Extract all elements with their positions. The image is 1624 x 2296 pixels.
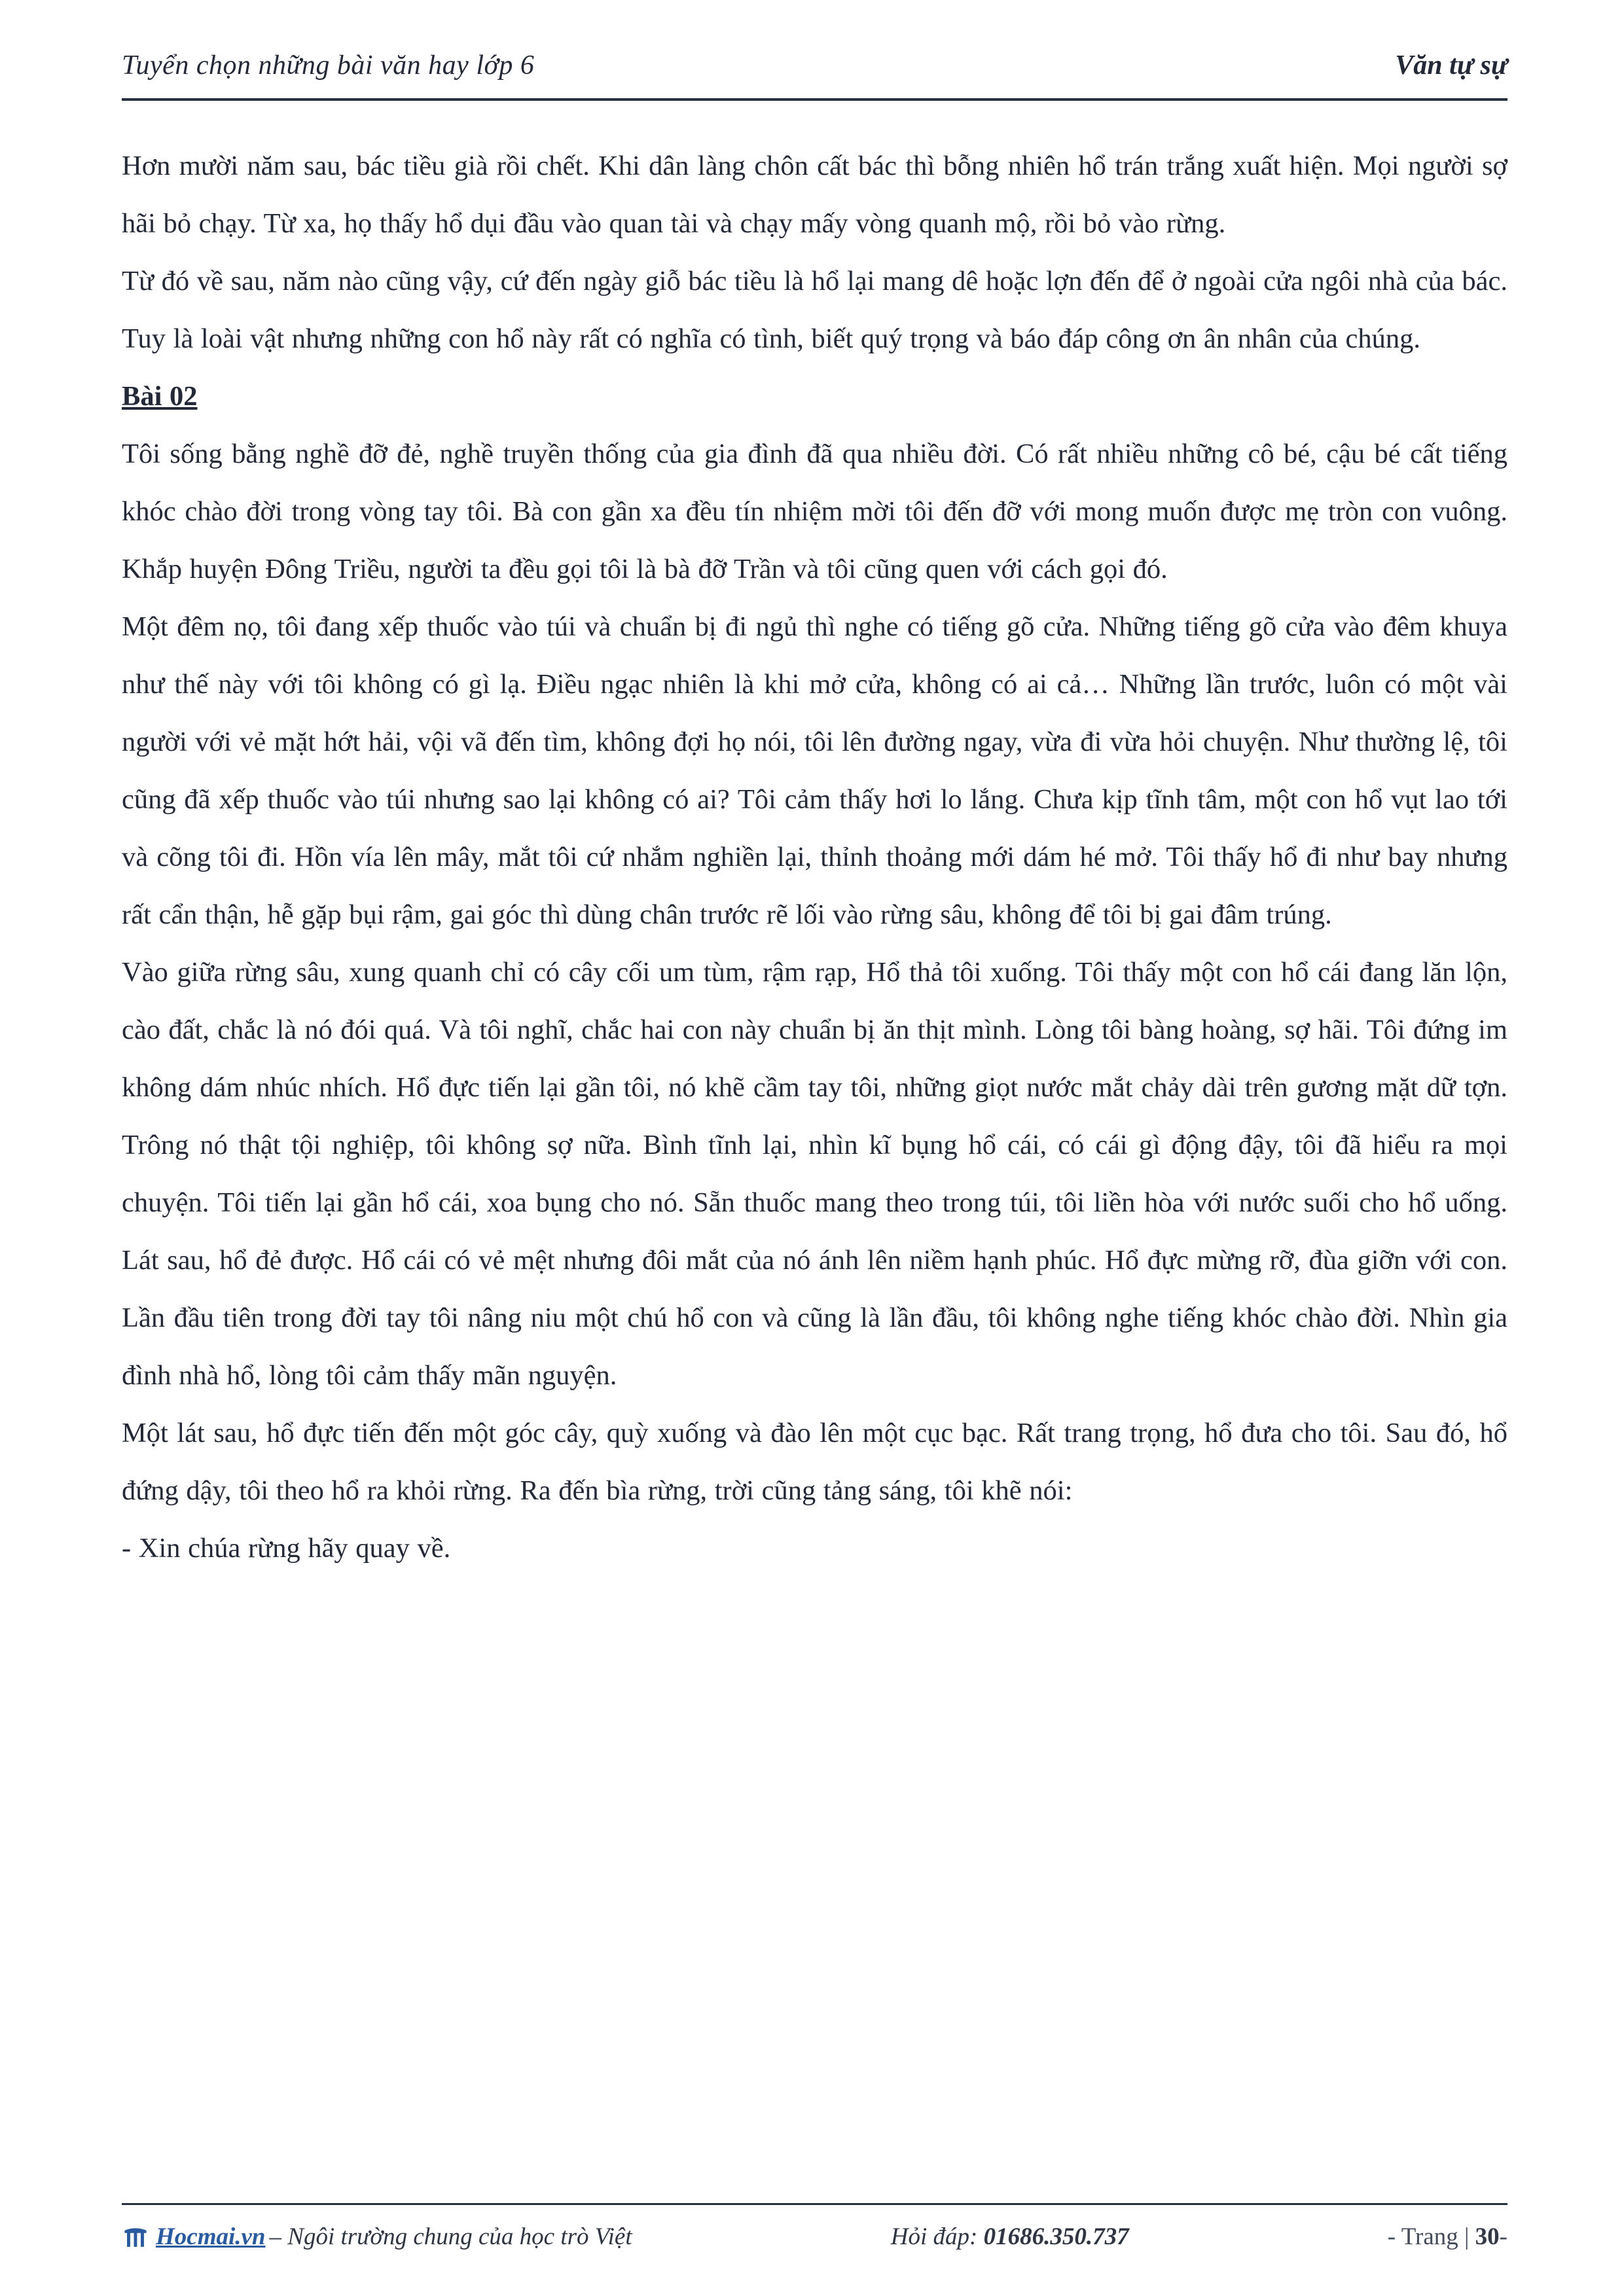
- paragraph: Vào giữa rừng sâu, xung quanh chỉ có cây cối um tùm, rậm rạp, Hổ thả tôi xuống. Tôi thấy một con hổ cái đang lăn lộn, cào đất, chắc là nó đói quá. Và tôi nghĩ, chắc hai con này chuẩn bị ăn thịt mình. Lòng tôi bàng hoàng, sợ hãi. Tôi đứng im không dám nhúc nhích. Hổ đực tiến lại gần tôi, nó khẽ cầm tay tôi, những giọt nước mắt chảy dài trên gương mặt dữ tợn. Trông nó thật tội nghiệp, tôi không sợ nữa. Bình tĩnh lại, nhìn kĩ bụng hổ cái, có cái gì động đậy, tôi đã hiểu ra mọi chuyện. Tôi tiến lại gần hổ cái, xoa bụng cho nó. Sẵn thuốc mang theo trong túi, tôi liền hòa với nước suối cho hổ uống. Lát sau, hổ đẻ được. Hổ cái có vẻ mệt nhưng đôi mắt của nó ánh lên niềm hạnh phúc. Hổ đực mừng rỡ, đùa giỡn với con. Lần đầu tiên trong đời tay tôi nâng niu một chú hổ con và cũng là lần đầu, tôi không nghe tiếng khóc chào đời. Nhìn gia đình nhà hổ, lòng tôi cảm thấy mãn nguyện.: [122, 957, 1507, 1391]
- header-book-title: Tuyển chọn những bài văn hay lớp 6: [122, 50, 535, 81]
- paragraph: - Xin chúa rừng hãy quay về.: [122, 1533, 451, 1564]
- page-header: [122, 50, 1507, 81]
- footer-tagline: – Ngôi trường chung của học trò Việt: [269, 2223, 632, 2250]
- page-suffix: -: [1499, 2223, 1507, 2250]
- footer-rule: [122, 2203, 1507, 2205]
- paragraph: Từ đó về sau, năm nào cũng vậy, cứ đến ngày giỗ bác tiều là hổ lại mang dê hoặc lợn đến để ở ngoài cửa ngôi nhà của bác. Tuy là loài vật nhưng những con hổ này rất có nghĩa có tình, biết quý trọng và báo đáp công ơn ân nhân của chúng.: [122, 266, 1507, 354]
- page-footer: [122, 2223, 1507, 2251]
- support-phone-number: 01686.350.737: [983, 2223, 1129, 2250]
- paragraph: Hơn mười năm sau, bác tiều già rồi chết. Khi dân làng chôn cất bác thì bỗng nhiên hổ trán trắng xuất hiện. Mọi người sợ hãi bỏ chạy. Từ xa, họ thấy hổ dụi đầu vào quan tài và chạy mấy vòng quanh mộ, rồi bỏ vào rừng.: [122, 151, 1507, 239]
- paragraph: Tôi sống bằng nghề đỡ đẻ, nghề truyền thống của gia đình đã qua nhiều đời. Có rất nhiều những cô bé, cậu bé cất tiếng khóc chào đời trong vòng tay tôi. Bà con gần xa đều tín nhiệm mời tôi đến đỡ với mong muốn được mẹ tròn con vuông. Khắp huyện Đông Triều, người ta đều gọi tôi là bà đỡ Trần và tôi cũng quen với cách gọi đó.: [122, 439, 1507, 584]
- footer-page-indicator: [1388, 2223, 1507, 2251]
- footer-support: [891, 2223, 1129, 2251]
- header-rule: [122, 98, 1507, 101]
- hocmai-logo-icon: [122, 2223, 149, 2251]
- page-label: - Trang |: [1387, 2223, 1475, 2250]
- support-label: Hỏi đáp:: [890, 2223, 984, 2250]
- paragraph: Một đêm nọ, tôi đang xếp thuốc vào túi và chuẩn bị đi ngủ thì nghe có tiếng gõ cửa. Những tiếng gõ cửa vào đêm khuya như thế này với tôi không có gì lạ. Điều ngạc nhiên là khi mở cửa, không có ai cả… Những lần trước, luôn có một vài người với vẻ mặt hớt hải, vội vã đến tìm, không đợi họ nói, tôi lên đường ngay, vừa đi vừa hỏi chuyện. Như thường lệ, tôi cũng đã xếp thuốc vào túi nhưng sao lại không có ai? Tôi cảm thấy hơi lo lắng. Chưa kịp tĩnh tâm, một con hổ vụt lao tới và cõng tôi đi. Hồn vía lên mây, mắt tôi cứ nhắm nghiền lại, thỉnh thoảng mới dám hé mở. Tôi thấy hổ đi như bay nhưng rất cẩn thận, hễ gặp bụi rậm, gai góc thì dùng chân trước rẽ lối vào rừng sâu, không để tôi bị gai đâm trúng.: [122, 611, 1507, 930]
- header-section-title: Văn tự sự: [1395, 50, 1507, 81]
- footer-brand-group: [122, 2223, 632, 2251]
- page-number: 30: [1475, 2223, 1500, 2250]
- document-body: [122, 137, 1507, 1577]
- paragraph: Một lát sau, hổ đực tiến đến một góc cây, quỳ xuống và đào lên một cục bạc. Rất trang trọng, hổ đưa cho tôi. Sau đó, hổ đứng dậy, tôi theo hổ ra khỏi rừng. Ra đến bìa rừng, trời cũng tảng sáng, tôi khẽ nói:: [122, 1418, 1507, 1506]
- hocmai-brand-link[interactable]: Hocmai.vn: [156, 2223, 266, 2250]
- section-heading: Bài 02: [122, 381, 198, 412]
